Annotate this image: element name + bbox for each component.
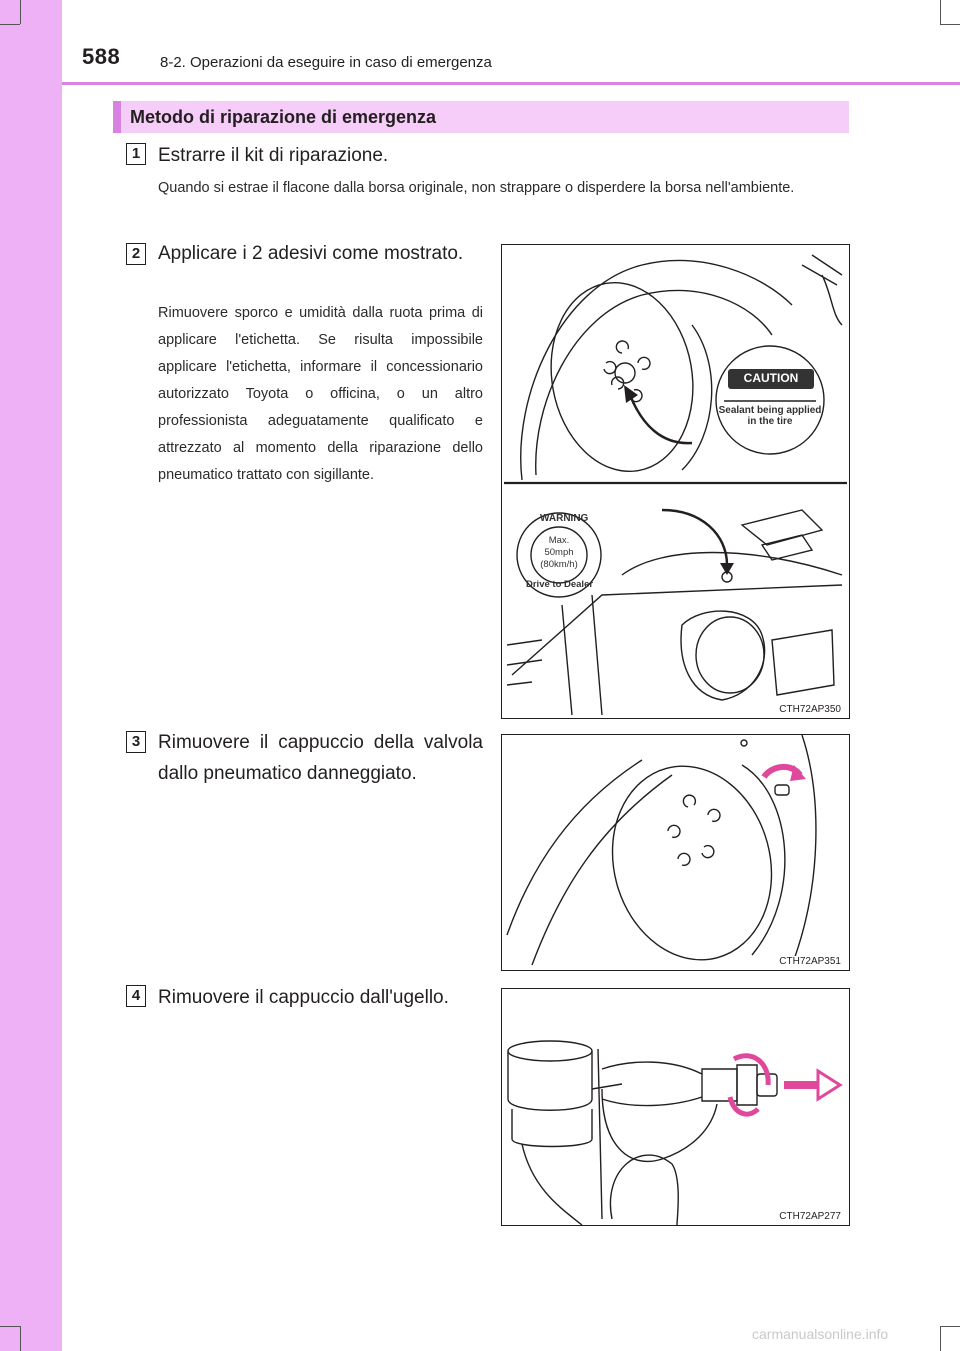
step-description: Quando si estrae il flacone dalla borsa originale, non strappare o disperdere la borsa nell'ambiente. [158,180,795,196]
step-number-badge: 2 [126,243,146,265]
nozzle-cap-illustration [502,989,849,1225]
side-color-strip [0,0,62,1351]
caution-sticker-text: Sealant being applied in the tire [718,405,822,427]
crop-mark [940,1326,960,1327]
section-header [113,101,849,133]
section-accent-bar [113,101,121,133]
step-title: Estrarre il kit di riparazione. [158,145,389,166]
chapter-heading: 8-2. Operazioni da eseguire in caso di emergenza [160,54,492,71]
step-number-badge: 3 [126,731,146,753]
step-number-badge: 4 [126,985,146,1007]
crop-mark [940,1326,941,1351]
figure-sticker-placement [501,244,850,719]
crop-mark [940,0,941,24]
caution-label-box [728,369,814,389]
step-title: Rimuovere il cappuccio della valvola dallo pneumatico danneggiato. [158,732,483,784]
section-title: Metodo di riparazione di emergenza [130,107,437,127]
warning-speed-text: Max. 50mph (80km/h) [540,535,578,570]
crop-mark [0,24,20,25]
valve-cap-illustration [502,735,849,970]
header-divider [62,82,960,85]
watermark: carmanualsonline.info [752,1326,889,1342]
figure-code: CTH72AP350 [779,704,841,715]
crop-mark [20,1326,21,1351]
figure-code: CTH72AP351 [779,956,841,967]
crop-mark [0,1326,20,1327]
warning-bottom-text: Drive to Dealer [526,579,594,590]
figure-valve-cap [501,734,850,971]
figure-nozzle-cap [501,988,850,1226]
step-number-badge: 1 [126,143,146,165]
step-title: Rimuovere il cappuccio dall'ugello. [158,987,449,1008]
step-title: Applicare i 2 adesivi come mostrato. [158,243,464,264]
figure-code: CTH72AP277 [779,1211,841,1222]
crop-mark [20,0,21,24]
crop-mark [940,24,960,25]
caution-label: CAUTION [743,371,799,385]
warning-label: WARNING [540,513,589,524]
page-number: 588 [82,44,121,69]
sticker-illustration [502,245,849,718]
step-description: Rimuovere sporco e umidità dalla ruota prima di applicare l'etichetta. Se risulta impossibile applicare l'etichetta, informare il concessionario autorizzato Toyota o officina, o un altro professionista adeguatamente qualificato e attrezzato al momento della riparazione dello pneumatico trattato con sigillante. [158,305,483,483]
